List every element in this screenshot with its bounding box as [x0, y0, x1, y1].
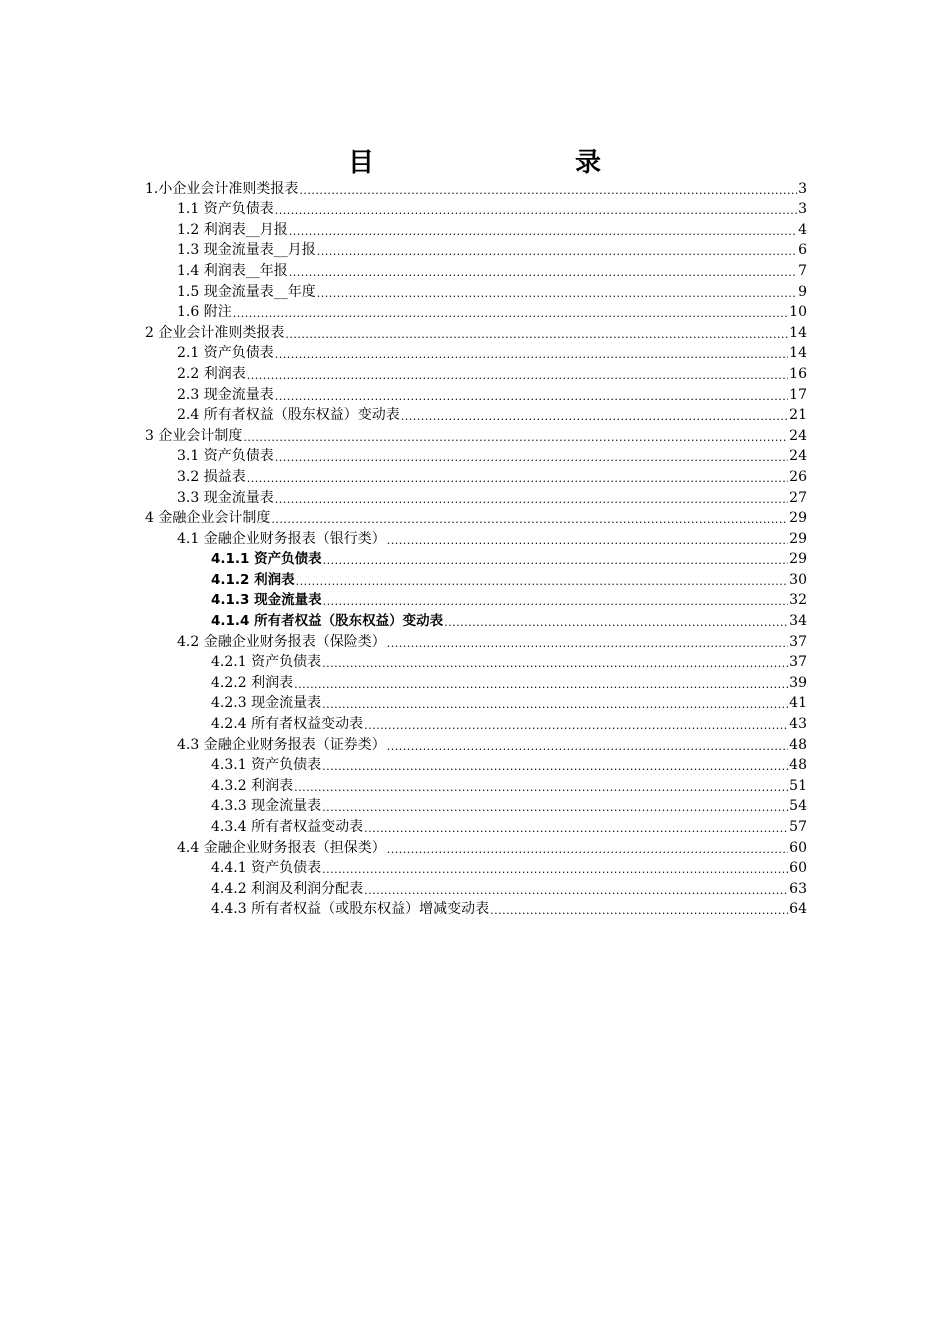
toc-entry[interactable] [145, 528, 807, 549]
toc-leader-dots [317, 240, 797, 260]
toc-entry-page-number: 24 [789, 427, 807, 444]
toc-entry-page-number: 3 [798, 201, 807, 218]
toc-entry[interactable] [145, 466, 807, 487]
toc-entry-page-number: 14 [789, 345, 807, 362]
toc-entry[interactable] [145, 549, 807, 570]
toc-entry-title: 4.1.3 现金流量表 [211, 592, 322, 609]
toc-leader-dots [299, 179, 797, 199]
toc-entry[interactable] [145, 631, 807, 652]
toc-entry-page-number: 51 [789, 777, 807, 794]
toc-entry-title: 4.3.1 资产负债表 [211, 757, 322, 774]
toc-entry-title: 3.1 资产负债表 [177, 448, 274, 465]
toc-entry[interactable] [145, 899, 807, 920]
toc-entry-title: 4.4.1 资产负债表 [211, 860, 322, 877]
toc-entry-title: 4.2.2 利润表 [211, 674, 294, 691]
toc-entry[interactable] [145, 508, 807, 529]
toc-entry-page-number: 60 [789, 839, 807, 856]
toc-entry[interactable] [145, 199, 807, 220]
toc-entry[interactable] [145, 384, 807, 405]
toc-entry-title: 1.4 利润表__年报 [177, 262, 288, 279]
toc-entry[interactable] [145, 755, 807, 776]
toc-entry-page-number: 41 [789, 695, 807, 712]
table-of-contents [145, 178, 807, 919]
toc-entry-page-number: 9 [798, 283, 807, 300]
toc-entry-page-number: 63 [789, 880, 807, 897]
toc-leader-dots [444, 611, 788, 631]
toc-entry[interactable] [145, 858, 807, 879]
toc-leader-dots [490, 899, 788, 919]
toc-leader-dots [275, 385, 788, 405]
toc-entry-title: 4.4.2 利润及利润分配表 [211, 880, 364, 897]
toc-leader-dots [317, 282, 797, 302]
toc-entry[interactable] [145, 178, 807, 199]
toc-entry-page-number: 4 [798, 221, 807, 238]
toc-entry-page-number: 60 [789, 860, 807, 877]
toc-entry-title: 4.3.2 利润表 [211, 777, 294, 794]
toc-entry-page-number: 21 [789, 407, 807, 424]
toc-leader-dots [285, 323, 788, 343]
toc-entry-page-number: 32 [789, 592, 807, 609]
toc-entry[interactable] [145, 837, 807, 858]
toc-entry-page-number: 17 [789, 386, 807, 403]
toc-entry-page-number: 10 [789, 304, 807, 321]
toc-entry-title: 4.3.3 现金流量表 [211, 798, 322, 815]
toc-leader-dots [275, 488, 788, 508]
toc-entry[interactable] [145, 796, 807, 817]
toc-entry-page-number: 29 [789, 510, 807, 527]
toc-entry[interactable] [145, 487, 807, 508]
toc-leader-dots [294, 776, 788, 796]
toc-leader-dots [289, 261, 797, 281]
toc-entry-page-number: 16 [789, 365, 807, 382]
toc-title-char-1: 目 [348, 148, 375, 178]
toc-leader-dots [364, 817, 788, 837]
toc-entry-title: 4.1.1 资产负债表 [211, 551, 322, 568]
toc-entry[interactable] [145, 569, 807, 590]
toc-entry-page-number: 29 [789, 530, 807, 547]
toc-entry-title: 4.4 金融企业财务报表（担保类） [177, 839, 386, 856]
toc-entry[interactable] [145, 816, 807, 837]
toc-entry[interactable] [145, 734, 807, 755]
toc-leader-dots [323, 549, 789, 569]
toc-entry-page-number: 34 [789, 613, 807, 630]
toc-entry[interactable] [145, 302, 807, 323]
toc-leader-dots [364, 714, 788, 734]
toc-entry-page-number: 3 [798, 180, 807, 197]
toc-entry-title: 2.3 现金流量表 [177, 386, 274, 403]
toc-entry[interactable] [145, 343, 807, 364]
toc-entry[interactable] [145, 590, 807, 611]
toc-leader-dots [247, 467, 788, 487]
toc-entry-page-number: 7 [798, 262, 807, 279]
toc-entry[interactable] [145, 672, 807, 693]
toc-leader-dots [322, 755, 788, 775]
toc-entry-title: 2.1 资产负债表 [177, 345, 274, 362]
toc-entry-title: 4.3.4 所有者权益变动表 [211, 819, 364, 835]
toc-entry-title: 1.5 现金流量表__年度 [177, 283, 316, 300]
toc-leader-dots [364, 879, 788, 899]
toc-entry-title: 4.2.1 资产负债表 [211, 654, 322, 671]
toc-leader-dots [387, 838, 788, 858]
toc-entry-title: 4 金融企业会计制度 [145, 510, 271, 527]
toc-entry-title: 4.2 金融企业财务报表（保险类） [177, 633, 386, 650]
toc-entry-title: 3 企业会计制度 [145, 427, 243, 444]
toc-entry[interactable] [145, 281, 807, 302]
toc-entry-title: 2.4 所有者权益（股东权益）变动表 [177, 407, 400, 424]
toc-entry-title: 1.1 资产负债表 [177, 201, 274, 218]
toc-entry[interactable] [145, 425, 807, 446]
toc-leader-dots [296, 570, 789, 590]
toc-entry-page-number: 64 [789, 901, 807, 918]
toc-entry-title: 3.3 现金流量表 [177, 489, 274, 506]
toc-entry[interactable] [145, 610, 807, 631]
toc-entry-page-number: 48 [789, 757, 807, 774]
toc-entry-title: 4.1 金融企业财务报表（银行类） [177, 530, 386, 547]
toc-entry-title: 4.2.3 现金流量表 [211, 695, 322, 712]
toc-entry[interactable] [145, 363, 807, 384]
toc-entry-page-number: 27 [789, 489, 807, 506]
toc-entry[interactable] [145, 713, 807, 734]
toc-entry-title: 4.4.3 所有者权益（或股东权益）增减变动表 [211, 901, 490, 918]
toc-entry[interactable] [145, 878, 807, 899]
toc-entry-page-number: 37 [789, 633, 807, 650]
toc-entry-page-number: 29 [789, 551, 807, 568]
toc-leader-dots [275, 446, 788, 466]
toc-leader-dots [322, 652, 788, 672]
toc-leader-dots [387, 529, 788, 549]
toc-entry-page-number: 6 [798, 242, 807, 259]
toc-leader-dots [322, 858, 788, 878]
toc-entry-page-number: 43 [789, 716, 807, 733]
toc-entry[interactable] [145, 693, 807, 714]
toc-entry-title: 4.2.4 所有者权益变动表 [211, 716, 364, 733]
toc-entry[interactable] [145, 446, 807, 467]
toc-leader-dots [387, 632, 788, 652]
toc-entry-title: 1.小企业会计准则类报表 [145, 180, 299, 197]
toc-entry-page-number: 48 [789, 736, 807, 753]
toc-leader-dots [243, 426, 788, 446]
toc-leader-dots [275, 343, 788, 363]
toc-entry-title: 3.2 损益表 [177, 468, 246, 485]
toc-leader-dots [247, 364, 788, 384]
toc-entry-page-number: 54 [789, 798, 807, 815]
toc-entry[interactable] [145, 775, 807, 796]
toc-entry[interactable] [145, 652, 807, 673]
toc-leader-dots [271, 508, 788, 528]
toc-entry-page-number: 37 [789, 654, 807, 671]
toc-entry-page-number: 57 [789, 819, 807, 835]
toc-leader-dots [289, 220, 797, 240]
toc-entry-title: 4.3 金融企业财务报表（证券类） [177, 736, 386, 753]
toc-entry-title: 4.1.2 利润表 [211, 571, 295, 588]
toc-entry-title: 1.3 现金流量表__月报 [177, 242, 316, 259]
toc-entry-page-number: 14 [789, 324, 807, 341]
toc-entry-title: 1.6 附注 [177, 304, 232, 321]
toc-entry[interactable] [145, 219, 807, 240]
toc-leader-dots [294, 673, 788, 693]
toc-entry-page-number: 26 [789, 468, 807, 485]
toc-entry-title: 1.2 利润表__月报 [177, 221, 288, 238]
toc-leader-dots [387, 735, 788, 755]
toc-entry[interactable] [145, 405, 807, 426]
toc-entry[interactable] [145, 322, 807, 343]
toc-leader-dots [322, 796, 788, 816]
toc-entry-title: 2.2 利润表 [177, 365, 246, 382]
toc-leader-dots [233, 302, 788, 322]
toc-leader-dots [275, 199, 797, 219]
toc-entry[interactable] [145, 240, 807, 261]
toc-entry-title: 2 企业会计准则类报表 [145, 324, 285, 341]
toc-entry-page-number: 39 [789, 674, 807, 691]
toc-leader-dots [401, 405, 788, 425]
toc-entry-page-number: 30 [789, 571, 807, 588]
toc-entry-page-number: 24 [789, 448, 807, 465]
toc-entry[interactable] [145, 260, 807, 281]
toc-leader-dots [322, 693, 788, 713]
toc-entry-title: 4.1.4 所有者权益（股东权益）变动表 [211, 613, 444, 630]
toc-title-char-2: 录 [575, 148, 602, 178]
toc-leader-dots [323, 590, 789, 610]
